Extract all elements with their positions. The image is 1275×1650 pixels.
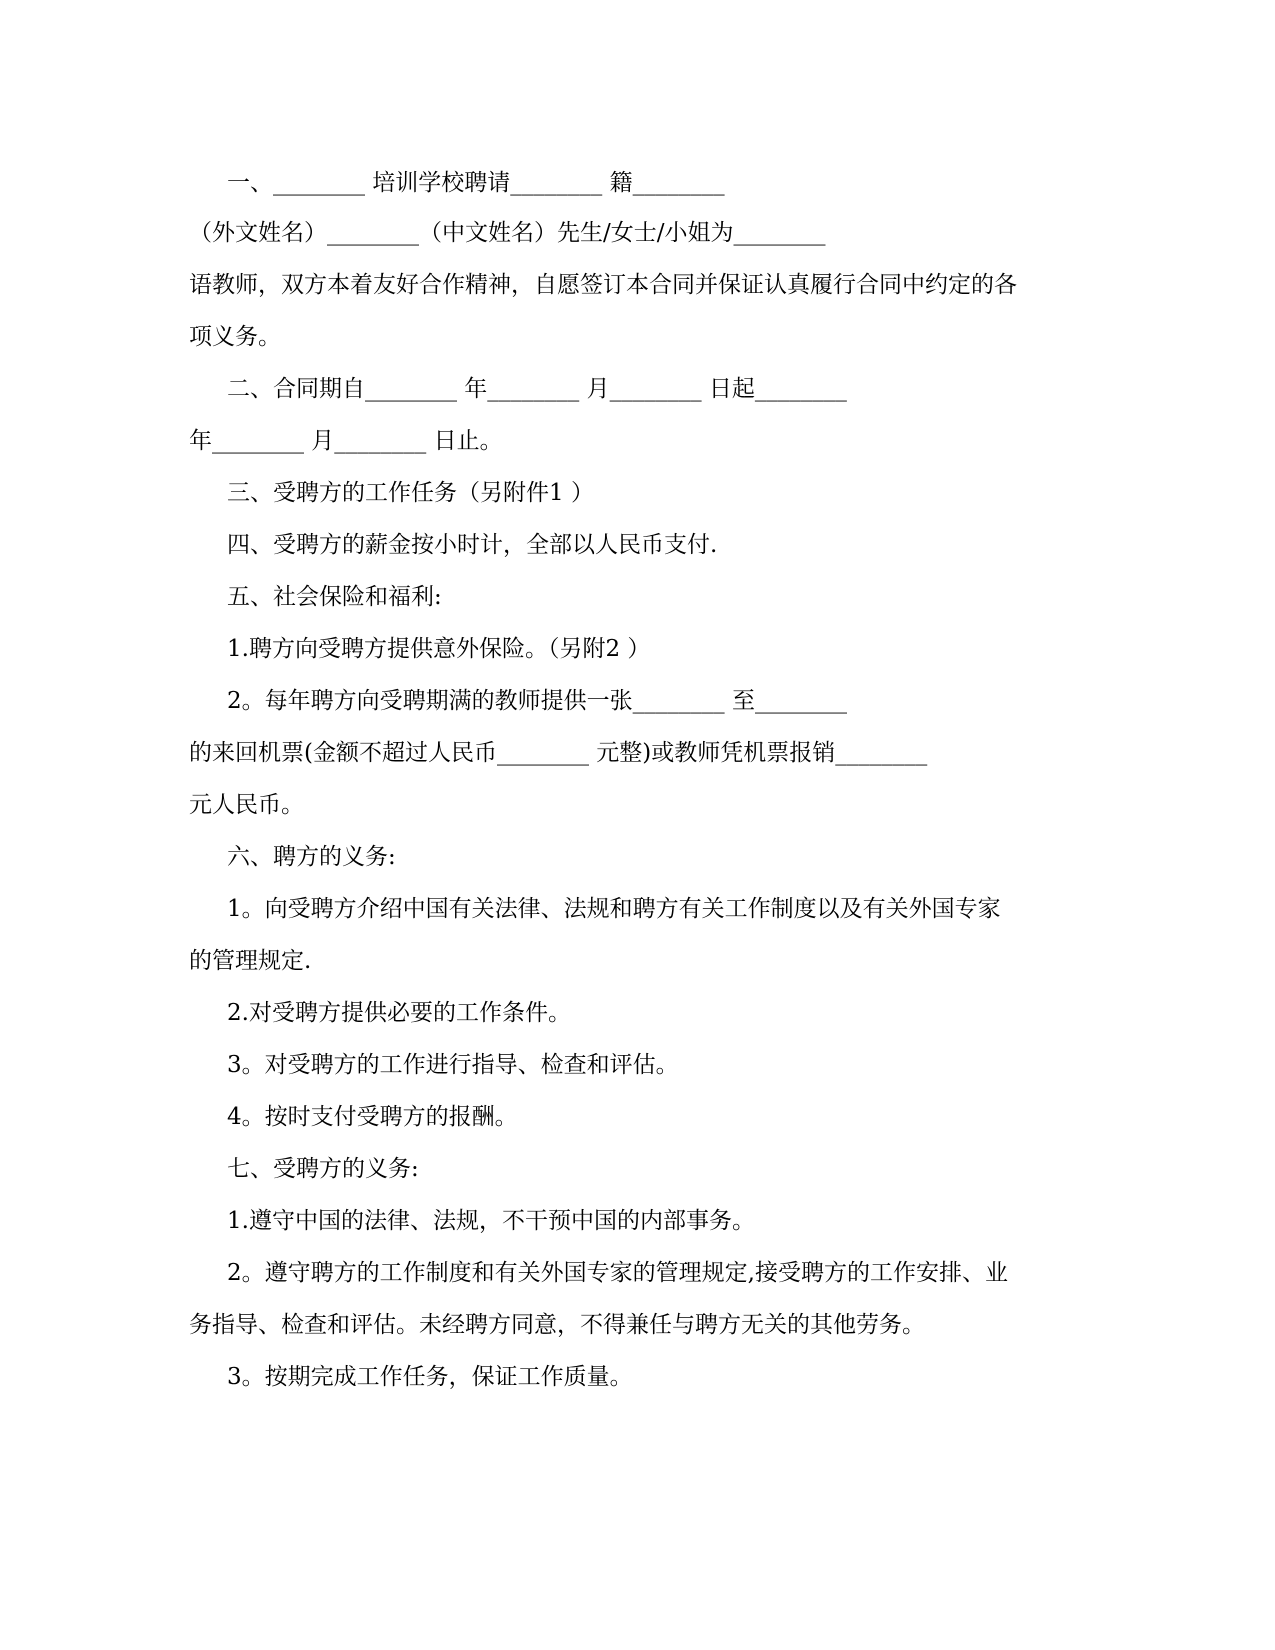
clause-5-item-2-line-1: 2。每年聘方向受聘期满的教师提供一张________ 至________ <box>227 688 847 714</box>
clause-7-item-3: 3。按期完成工作任务，保证工作质量。 <box>227 1364 633 1390</box>
clause-6-item-4: 4。按时支付受聘方的报酬。 <box>227 1104 518 1130</box>
clause-7-item-1: 1.遵守中国的法律、法规，不干预中国的内部事务。 <box>227 1208 755 1234</box>
clause-1-line-2: （外文姓名）________（中文姓名）先生/女士/小姐为________ <box>189 220 826 246</box>
clause-4: 四、受聘方的薪金按小时计，全部以人民币支付. <box>227 532 718 558</box>
clause-5-item-1: 1.聘方向受聘方提供意外保险。（另附2 ） <box>227 636 651 662</box>
clause-1-line-4: 项义务。 <box>189 324 281 350</box>
clause-7-item-2-line-2: 务指导、检查和评估。未经聘方同意，不得兼任与聘方无关的其他劳务。 <box>189 1312 925 1338</box>
clause-6-heading: 六、聘方的义务: <box>227 844 396 870</box>
clause-5-item-2-line-3: 元人民币。 <box>189 792 304 818</box>
clause-2-line-2: 年________ 月________ 日止。 <box>189 428 503 454</box>
clause-6-item-1-line-1: 1。向受聘方介绍中国有关法律、法规和聘方有关工作制度以及有关外国专家 <box>227 896 1001 922</box>
clause-5-item-2-line-2: 的来回机票(金额不超过人民币________ 元整)或教师凭机票报销________ <box>189 740 928 766</box>
clause-6-item-2: 2.对受聘方提供必要的工作条件。 <box>227 1000 571 1026</box>
clause-1-line-1: 一、________ 培训学校聘请________ 籍________ <box>227 170 725 196</box>
clause-5-heading: 五、社会保险和福利: <box>227 584 442 610</box>
clause-6-item-1-line-2: 的管理规定. <box>189 948 312 974</box>
clause-1-line-3: 语教师，双方本着友好合作精神，自愿签订本合同并保证认真履行合同中约定的各 <box>189 272 1017 298</box>
clause-7-heading: 七、受聘方的义务: <box>227 1156 419 1182</box>
clause-6-item-3: 3。对受聘方的工作进行指导、检查和评估。 <box>227 1052 679 1078</box>
clause-7-item-2-line-1: 2。遵守聘方的工作制度和有关外国专家的管理规定,接受聘方的工作安排、业 <box>227 1260 1008 1286</box>
clause-3: 三、受聘方的工作任务（另附件1 ） <box>227 480 594 506</box>
clause-2-line-1: 二、合同期自________ 年________ 月________ 日起________ <box>227 376 847 402</box>
